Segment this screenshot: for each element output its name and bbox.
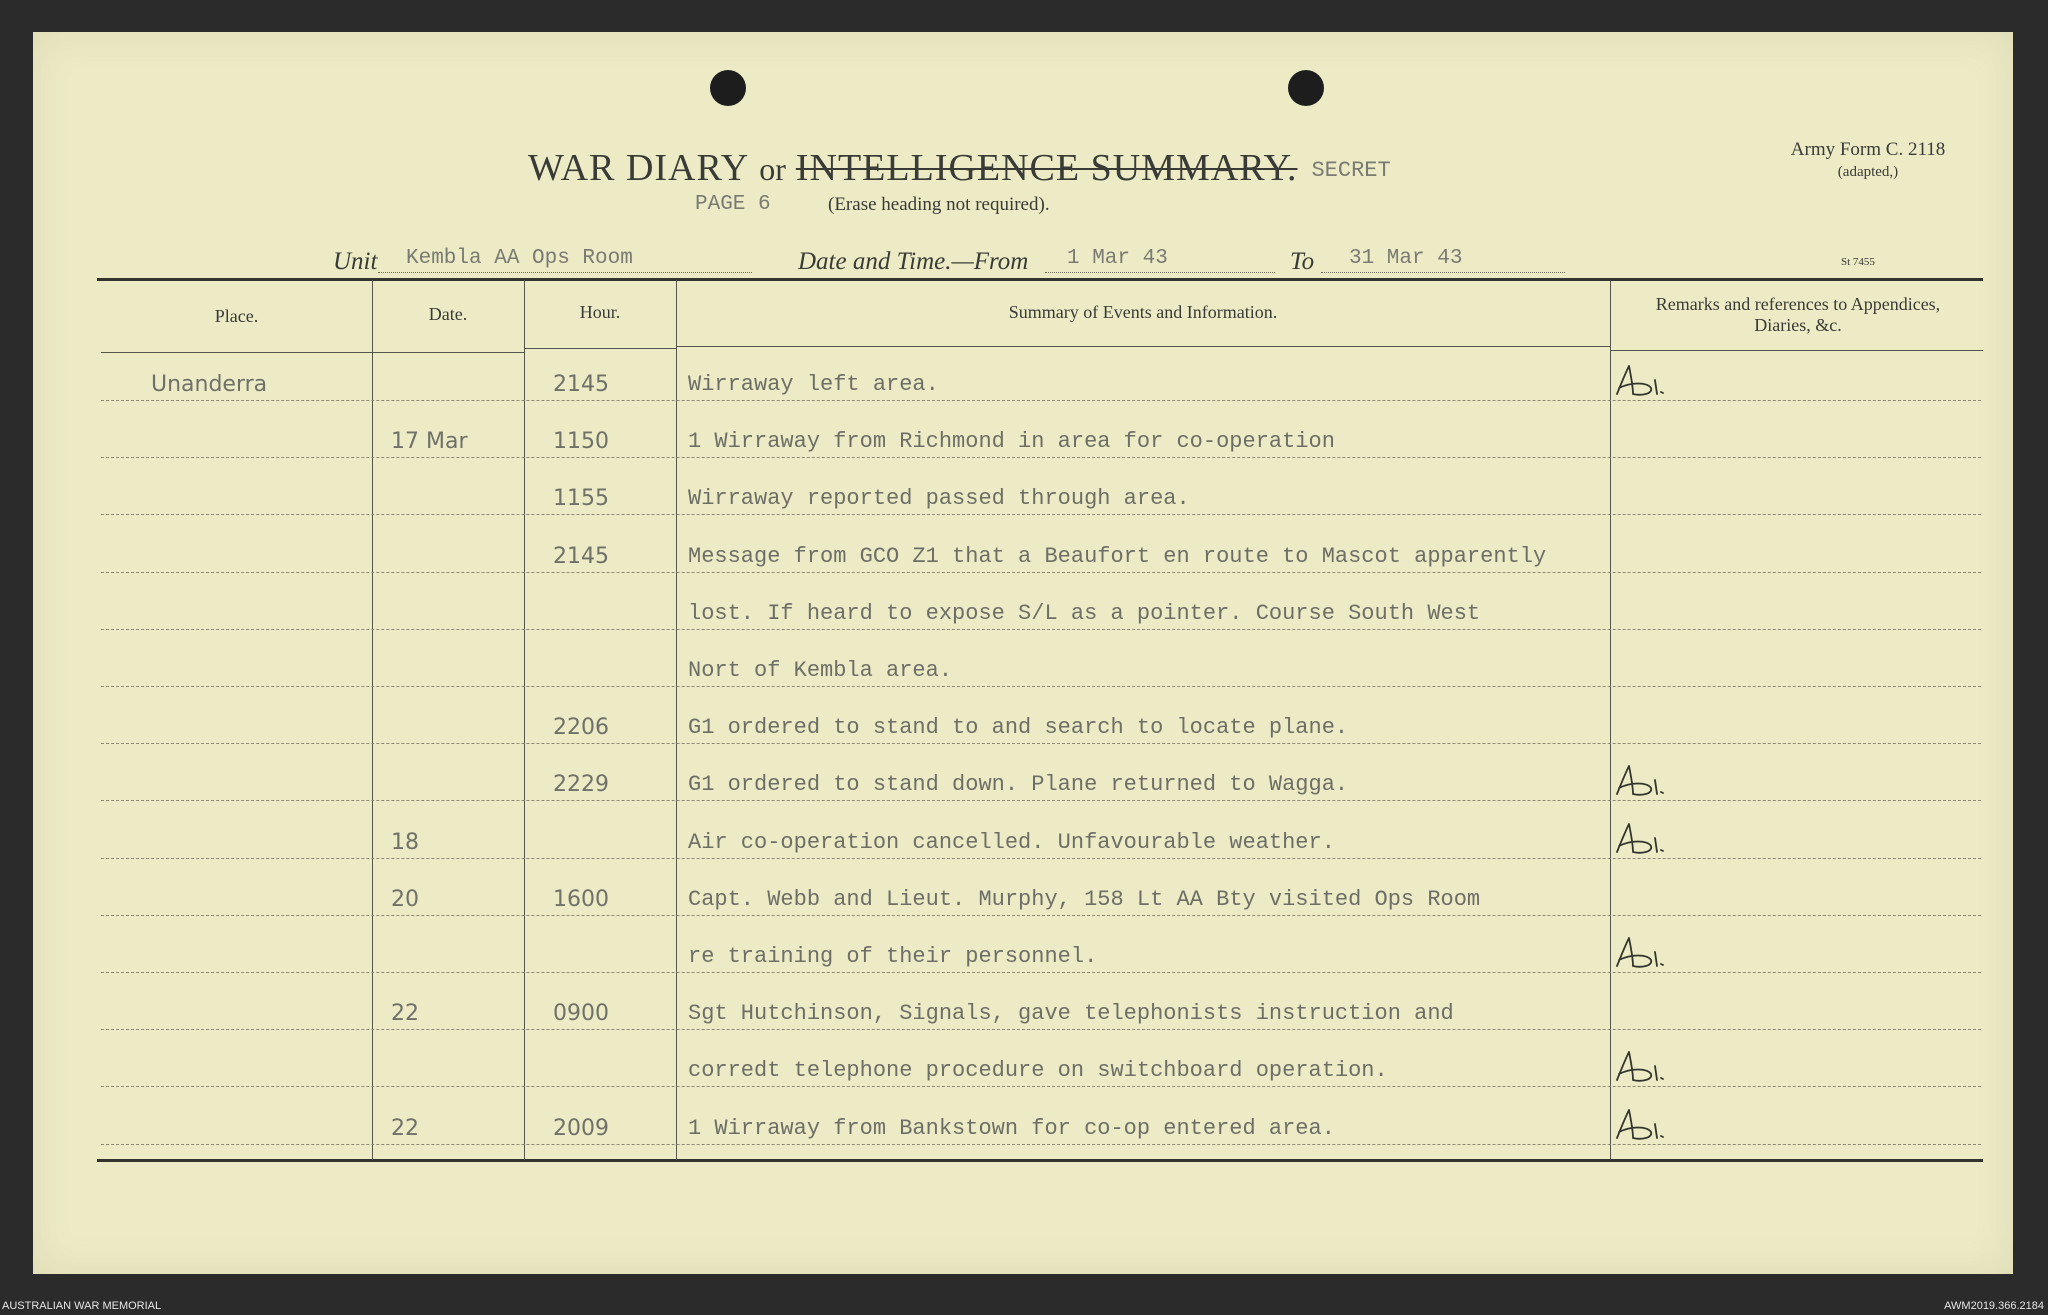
row-rule [101,400,1981,401]
header-remarks: Remarks and references to Appendices, Diaries, &c. [1655,294,1941,335]
diary-sheet [33,32,2013,1274]
entry-date: 18 [391,829,419,855]
entry-hour: 1150 [553,429,609,455]
entry-summary: re training of their personnel. [688,944,1098,969]
header-summary: Summary of Events and Information. [1008,302,1278,322]
unit-label: Unit [333,248,378,275]
title-war-diary: WAR DIARY [528,147,750,189]
header-rule-hour [524,348,676,349]
row-rule [101,572,1981,573]
column-divider-1 [372,280,373,1160]
army-form-line1: Army Form C. 2118 [1790,139,1946,160]
table-bottom-rule [97,1159,1983,1162]
header-place: Place. [214,306,259,326]
entry-summary: Air co-operation cancelled. Unfavourable weather. [688,829,1335,855]
initials-signature [1611,1104,1671,1144]
entry-summary: Sgt Hutchinson, Signals, gave telephonists instruction and [688,1001,1454,1027]
header-hour: Hour. [579,302,621,322]
entry-summary: Wirraway reported passed through area. [688,486,1190,512]
date-to-value: 31 Mar 43 [1349,247,1463,270]
header-date: Date. [428,304,468,324]
initials-signature [1611,818,1671,858]
row-rule [101,1086,1981,1087]
entry-date: 22 [391,1115,419,1141]
row-rule [101,972,1981,973]
row-rule [101,457,1981,458]
entry-summary: Nort of Kembla area. [688,658,953,683]
column-divider-2 [524,280,525,1160]
header-rule-remarks [1610,350,1983,351]
entry-hour: 2009 [553,1115,609,1141]
initials-signature [1611,932,1671,972]
form-title [528,146,1391,190]
row-rule [101,686,1981,687]
column-divider-4 [1610,280,1611,1160]
entry-summary: G1 ordered to stand to and search to locate plane. [688,715,1349,741]
punch-hole-left [710,70,746,106]
table-top-rule [97,278,1983,281]
row-rule [101,800,1981,801]
row-rule [101,514,1981,515]
footer-accession-number: AWM2019.366.2184 [1944,1300,2044,1312]
stock-number: St 7455 [1841,256,1875,268]
date-to-field [1321,242,1565,273]
header-rule-date [372,352,524,353]
army-form-line2: (adapted,) [1837,164,1899,180]
row-rule [101,1144,1981,1145]
entry-summary: 1 Wirraway from Bankstown for co-op entered area. [688,1115,1335,1141]
entry-summary: Capt. Webb and Lieut. Murphy, 158 Lt AA Bty visited Ops Room [688,886,1481,912]
header-rule-summary [676,346,1610,347]
classification-stamp: SECRET [1311,158,1391,183]
erase-note: (Erase heading not required). [828,194,1050,215]
entry-hour: 2145 [553,543,609,569]
footer-credit: AUSTRALIAN WAR MEMORIAL [2,1300,162,1312]
date-from-value: 1 Mar 43 [1067,247,1168,270]
entry-date: 17 Mar [391,429,468,455]
entry-hour: 2229 [553,772,609,798]
page-label: PAGE 6 [695,193,771,216]
entry-hour: 1600 [553,886,609,912]
entry-hour: 2145 [553,372,609,397]
entry-summary: G1 ordered to stand down. Plane returned to Wagga. [688,772,1349,798]
unit-value: Kembla AA Ops Room [406,247,633,270]
row-rule [101,743,1981,744]
initials-signature [1611,360,1671,400]
row-rule [101,858,1981,859]
entry-summary: Wirraway left area. [688,372,939,397]
entry-hour: 2206 [553,715,609,741]
initials-signature [1611,760,1671,800]
entry-place: Unanderra [151,372,268,397]
column-divider-3 [676,280,677,1160]
date-to-label: To [1290,248,1315,275]
entry-summary: corredt telephone procedure on switchboard operation. [688,1058,1388,1084]
entry-summary: 1 Wirraway from Richmond in area for co-operation [688,429,1335,455]
entry-date: 20 [391,886,419,912]
title-or: or [759,151,786,187]
row-rule [101,629,1981,630]
entry-summary: Message from GCO Z1 that a Beaufort en route to Mascot apparently [688,543,1547,569]
unit-date-row [33,242,2013,276]
punch-hole-right [1288,70,1324,106]
initials-signature [1611,1046,1671,1086]
title-struck-intelligence-summary: INTELLIGENCE SUMMARY. [795,147,1298,189]
entry-hour: 1155 [553,486,609,512]
date-from-field [1045,242,1275,273]
header-rule-place [101,352,372,353]
row-rule [101,915,1981,916]
unit-field [378,242,752,273]
date-time-from-label: Date and Time.—From [798,248,1029,275]
row-rule [101,1029,1981,1030]
entry-hour: 0900 [553,1001,609,1027]
entry-summary: lost. If heard to expose S/L as a pointer. Course South West [688,600,1481,626]
army-form-number [1773,139,1963,183]
entry-date: 22 [391,1001,419,1027]
